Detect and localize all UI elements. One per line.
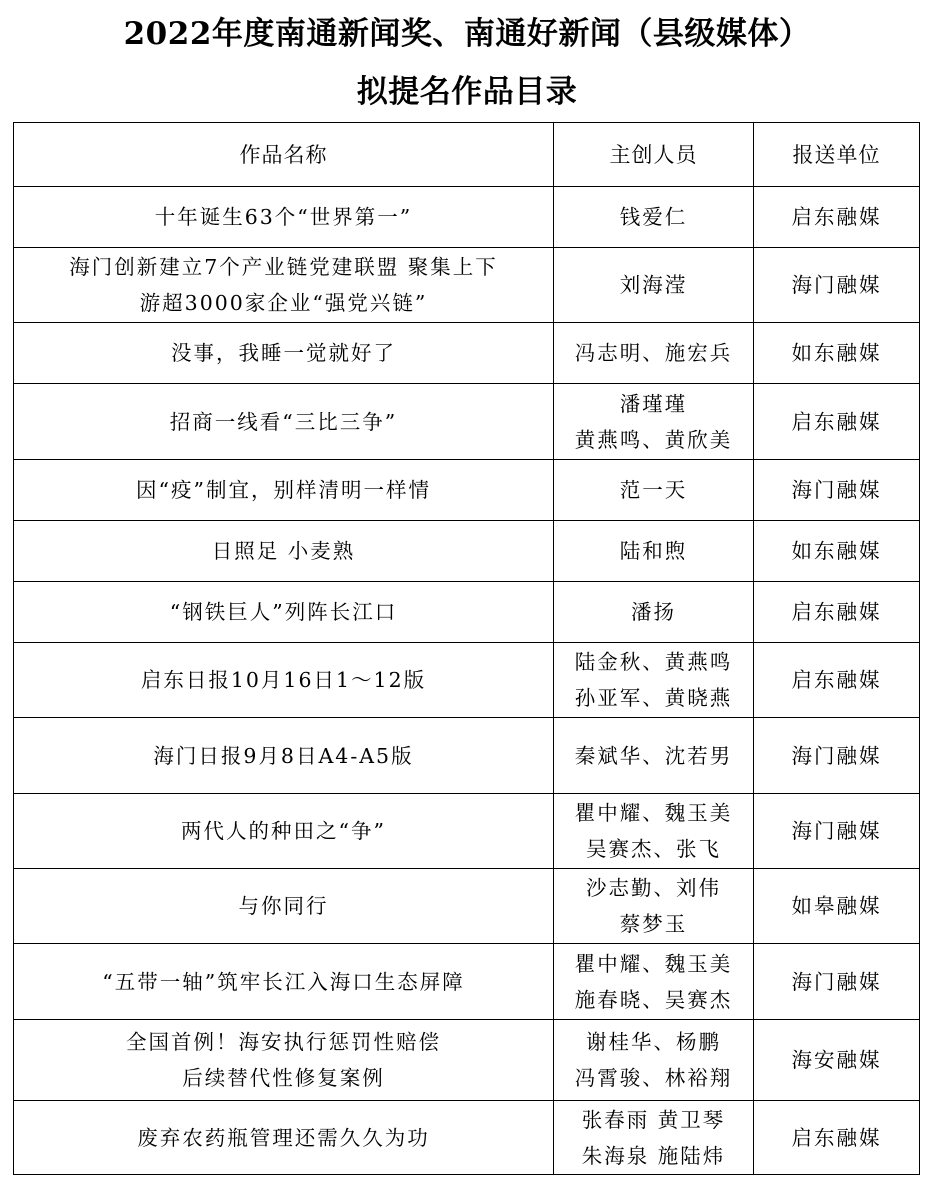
creators-cell [554, 460, 754, 521]
creators-cell [554, 1020, 754, 1101]
unit-cell: 海门融媒 [754, 460, 920, 521]
creators-cell-line: 陆金秋、黄燕鸣 [574, 650, 733, 674]
work-title-cell-line: 招商一线看“三比三争” [169, 409, 398, 434]
unit-cell: 海门融媒 [754, 718, 920, 794]
work-title-cell-line: 与你同行 [238, 894, 329, 918]
work-title-cell-line: 游超3000家企业“强党兴链” [139, 291, 428, 315]
work-title-cell [14, 384, 554, 460]
creators-cell-line: 陆和煦 [619, 539, 688, 563]
creators-cell [554, 384, 754, 460]
work-title-cell-line: 日照足 小麦熟 [211, 539, 356, 563]
work-title-cell-line: 启东日报10月16日1～12版 [140, 668, 427, 692]
creators-cell-line: 施春晓、吴赛杰 [574, 987, 733, 1012]
table-row [14, 187, 920, 248]
creators-cell [554, 582, 754, 643]
document-subtitle: 拟提名作品目录 [356, 74, 578, 110]
work-title-cell [14, 1101, 554, 1175]
table-row [14, 460, 920, 521]
work-title-cell-line: 没事，我睡一觉就好了 [171, 341, 396, 365]
unit-cell: 启东融媒 [754, 384, 920, 460]
table-row [14, 582, 920, 643]
document-title: 2022年度南通新闻奖、南通好新闻（县级媒体） [123, 16, 811, 52]
work-title-cell [14, 187, 554, 248]
table-row [14, 521, 920, 582]
creators-cell-line: 潘扬 [631, 600, 676, 624]
creators-cell [554, 521, 754, 582]
creators-cell [554, 643, 754, 718]
work-title-cell-line: 因“疫”制宜，别样清明一样情 [136, 478, 431, 502]
creators-cell-line: 沙志勤、刘伟 [586, 876, 721, 900]
table-row [14, 718, 920, 794]
header-creators: 主创人员 [554, 123, 754, 187]
table-row [14, 869, 920, 944]
creators-cell-line: 冯霄骏、林裕翔 [574, 1066, 733, 1090]
unit-cell: 海门融媒 [754, 944, 920, 1020]
table-body [14, 187, 920, 1175]
work-title-cell [14, 944, 554, 1020]
unit-cell: 海安融媒 [754, 1020, 920, 1101]
work-title-cell [14, 521, 554, 582]
table-row [14, 643, 920, 718]
creators-cell-line: 潘瑾瑾 [619, 391, 688, 416]
unit-cell: 如皋融媒 [754, 869, 920, 944]
work-title-cell-line: “五带一轴”筑牢长江入海口生态屏障 [102, 969, 465, 994]
creators-cell [554, 794, 754, 869]
work-title-cell-line: 全国首例！海安执行惩罚性赔偿 [126, 1030, 441, 1054]
creators-cell-line: 瞿中耀、魏玉美 [574, 801, 733, 825]
table-row [14, 794, 920, 869]
work-title-cell [14, 582, 554, 643]
creators-cell-line: 吴赛杰、张飞 [586, 837, 721, 861]
unit-cell: 启东融媒 [754, 643, 920, 718]
creators-cell-line: 蔡梦玉 [619, 912, 688, 936]
creators-cell-line: 冯志明、施宏兵 [574, 341, 733, 365]
work-title-cell-line: 海门日报9月8日A4-A5版 [153, 743, 414, 768]
nomination-table [13, 122, 920, 1175]
creators-cell-line: 黄燕鸣、黄欣美 [574, 427, 733, 452]
work-title-cell [14, 1020, 554, 1101]
table-row [14, 1101, 920, 1175]
creators-cell [554, 869, 754, 944]
work-title-cell [14, 323, 554, 384]
creators-cell-line: 钱爱仁 [619, 205, 688, 229]
work-title-cell [14, 643, 554, 718]
creators-cell-line: 谢桂华、杨鹏 [586, 1030, 721, 1054]
creators-cell-line: 张春雨 黄卫琴 [581, 1107, 726, 1132]
work-title-cell-line: 海门创新建立7个产业链党建联盟 聚集上下 [69, 255, 498, 279]
creators-cell [554, 1101, 754, 1175]
creators-cell-line: 刘海滢 [619, 273, 688, 297]
header-work-title: 作品名称 [14, 123, 554, 187]
creators-cell [554, 187, 754, 248]
creators-cell-line: 范一天 [619, 478, 688, 502]
work-title-cell-line: 十年诞生63个“世界第一” [154, 205, 413, 229]
creators-cell [554, 323, 754, 384]
unit-cell: 海门融媒 [754, 794, 920, 869]
table-row [14, 248, 920, 323]
unit-cell: 如东融媒 [754, 521, 920, 582]
work-title-cell-line: 两代人的种田之“争” [181, 819, 386, 843]
table-row [14, 944, 920, 1020]
unit-cell: 海门融媒 [754, 248, 920, 323]
table-row [14, 323, 920, 384]
work-title-cell [14, 794, 554, 869]
table-row [14, 384, 920, 460]
creators-cell [554, 944, 754, 1020]
table-header-row [14, 123, 920, 187]
creators-cell [554, 248, 754, 323]
work-title-cell-line: 后续替代性修复案例 [182, 1066, 385, 1090]
work-title-cell [14, 718, 554, 794]
table-row [14, 1020, 920, 1101]
work-title-cell [14, 248, 554, 323]
unit-cell: 如东融媒 [754, 323, 920, 384]
creators-cell-line: 秦斌华、沈若男 [574, 743, 733, 768]
unit-cell: 启东融媒 [754, 187, 920, 248]
creators-cell [554, 718, 754, 794]
work-title-cell-line: “钢铁巨人”列阵长江口 [169, 600, 398, 624]
creators-cell-line: 瞿中耀、魏玉美 [574, 951, 733, 976]
unit-cell: 启东融媒 [754, 1101, 920, 1175]
unit-cell: 启东融媒 [754, 582, 920, 643]
work-title-cell [14, 460, 554, 521]
creators-cell-line: 朱海泉 施陆炜 [581, 1143, 726, 1168]
creators-cell-line: 孙亚军、黄晓燕 [574, 686, 733, 710]
header-unit: 报送单位 [754, 123, 920, 187]
work-title-cell [14, 869, 554, 944]
work-title-cell-line: 废弃农药瓶管理还需久久为功 [137, 1125, 430, 1150]
